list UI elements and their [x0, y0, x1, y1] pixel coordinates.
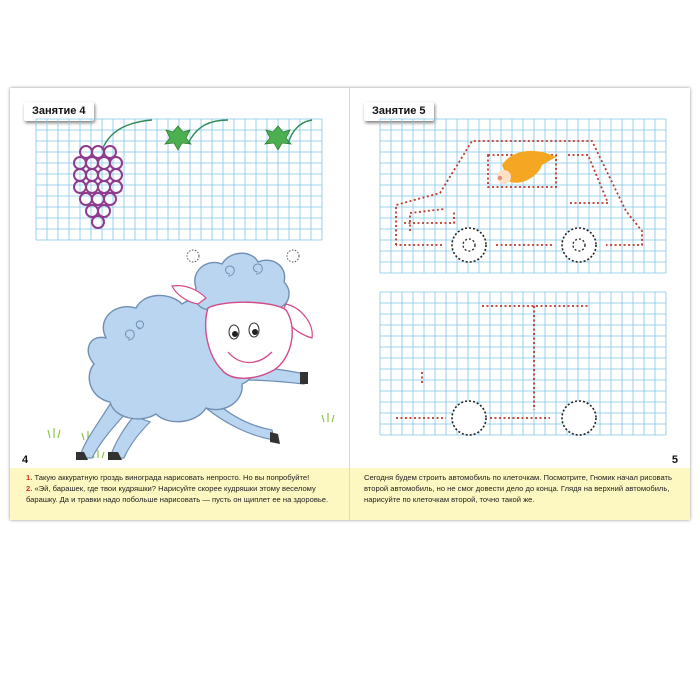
grape-leaf-icon: [265, 126, 291, 150]
grape-berries: [74, 146, 122, 228]
instruction-2: 2. «Эй, барашек, где твои кудряшки? Нарисуйте скорее кудряшки этому веселому барашку. Да и травки надо побольше нарисовать — пусть он щиплет ее на здоровье.: [26, 484, 329, 505]
sheep-face: [206, 302, 293, 378]
lesson-4-label: Занятие 4: [24, 102, 94, 121]
lesson-5-label: Занятие 5: [364, 102, 434, 121]
grape-leaf-icon: [165, 126, 191, 150]
grid-lines: [380, 119, 666, 273]
car-wheel: [452, 228, 486, 262]
vine-curve: [188, 120, 228, 144]
right-page: [350, 88, 690, 520]
workbook-spread: [10, 88, 690, 520]
left-instructions: [26, 472, 341, 506]
sheep-head-wool: [195, 253, 289, 310]
right-footer: [350, 468, 690, 520]
page-number-5: 5: [671, 454, 678, 466]
gnome-driver-illustration: [497, 151, 556, 184]
car-wheel: [562, 401, 596, 435]
car-wheel: [452, 401, 486, 435]
left-footer: [10, 468, 350, 520]
car-grid-top: [380, 119, 670, 275]
instruction-1: 1. Такую аккуратную гроздь винограда нарисовать непросто. Но вы попробуйте!: [26, 473, 310, 482]
car-wheel: [562, 228, 596, 262]
sheep-illustration: [36, 248, 336, 463]
left-page: [10, 88, 350, 520]
grape-bunch-illustration: [50, 108, 290, 248]
page-number-4: 4: [22, 454, 29, 466]
grid-lines: [380, 292, 666, 435]
right-instructions: Сегодня будем строить автомобиль по клеточкам. Посмотрите, Гномик начал рисовать второй автомобиль, но не смог довести дело до конца. Глядя на верхний автомобиль, нарисуйте по клеточкам второй, точно такой же.: [364, 473, 672, 505]
car-grid-bottom: [380, 292, 670, 440]
car-partial-outline-dotted: [396, 306, 590, 418]
